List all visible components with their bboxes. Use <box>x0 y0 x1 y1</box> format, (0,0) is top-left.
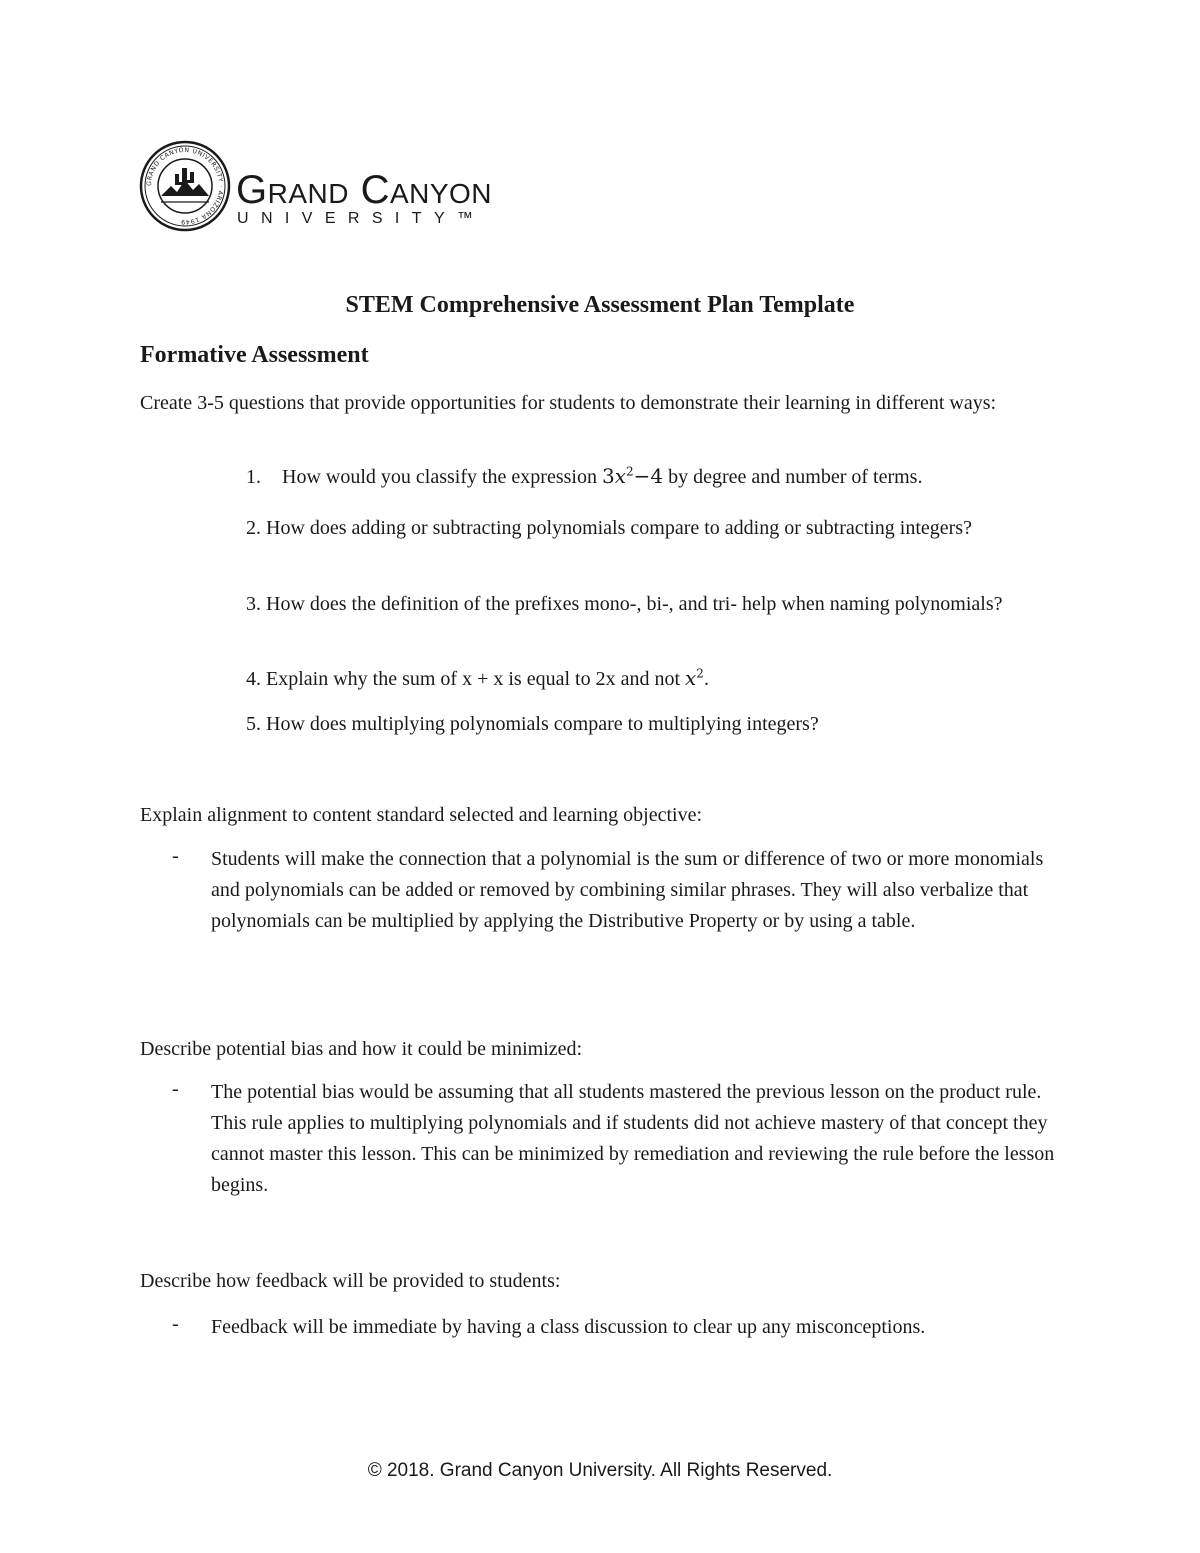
expression-constant: −4 <box>633 464 664 488</box>
expression-exponent: 2 <box>625 464 634 479</box>
alignment-answer: Students will make the connection that a polynomial is the sum or difference of two or more monomials and polynomials can be added or removed by combining similar phrases. They will also verbalize that polynomials can be multiplied by applying the Distributive Property or by using a table. <box>211 848 1044 932</box>
feedback-answer: Feedback will be immediate by having a class discussion to clear up any misconceptions. <box>211 1316 926 1338</box>
logo-subtitle: UNIVERSITY™ <box>237 210 486 227</box>
question-1: 1. How would you classify the expression $3x^2-4$ by degree and number of terms. <box>246 462 922 492</box>
variable-x: x <box>685 666 697 690</box>
expression-coefficient: 3 <box>601 464 615 488</box>
feedback-prompt: Describe how feedback will be provided to students: <box>140 1270 561 1292</box>
bullet-dash: - <box>172 1078 179 1100</box>
question-number: 1. <box>246 466 261 488</box>
question-4: 4. Explain why the sum of x + x is equal to 2x and not $x^2$. <box>246 666 709 690</box>
alignment-prompt: Explain alignment to content standard selected and learning objective: <box>140 804 703 826</box>
logo-wordmark: Grand Canyon <box>236 168 493 212</box>
copyright-footer: © 2018. Grand Canyon University. All Rights Reserved. <box>367 1460 833 1481</box>
question-2: 2. How does adding or subtracting polynomials compare to adding or subtracting integers? <box>246 517 972 539</box>
bias-answer: The potential bias would be assuming that all students mastered the previous lesson on the product rule. This rule applies to multiplying polynomials and if students did not achieve mastery of that concept they cannot master this lesson. This can be minimized by remediation and reviewing the rule before the lesson begins. <box>211 1081 1055 1196</box>
university-seal-icon <box>139 140 231 232</box>
bias-prompt: Describe potential bias and how it could be minimized: <box>140 1038 583 1060</box>
question-3: 3. How does the definition of the prefixes mono-, bi-, and tri- help when naming polynomials? <box>246 593 1003 615</box>
intro-paragraph: Create 3-5 questions that provide opportunities for students to demonstrate their learning in different ways: <box>140 392 997 414</box>
expression-variable: x <box>614 464 626 488</box>
exponent: 2 <box>696 666 704 681</box>
document-title: STEM Comprehensive Assessment Plan Template <box>345 292 855 318</box>
bullet-dash: - <box>172 1313 179 1335</box>
svg-text:GRAND CANYON UNIVERSITY · ARIZ: GRAND CANYON UNIVERSITY · ARIZONA 1949 <box>145 146 225 226</box>
bullet-dash: - <box>172 845 179 867</box>
question-5: 5. How does multiplying polynomials compare to multiplying integers? <box>246 713 819 735</box>
section-heading: Formative Assessment <box>140 342 369 368</box>
